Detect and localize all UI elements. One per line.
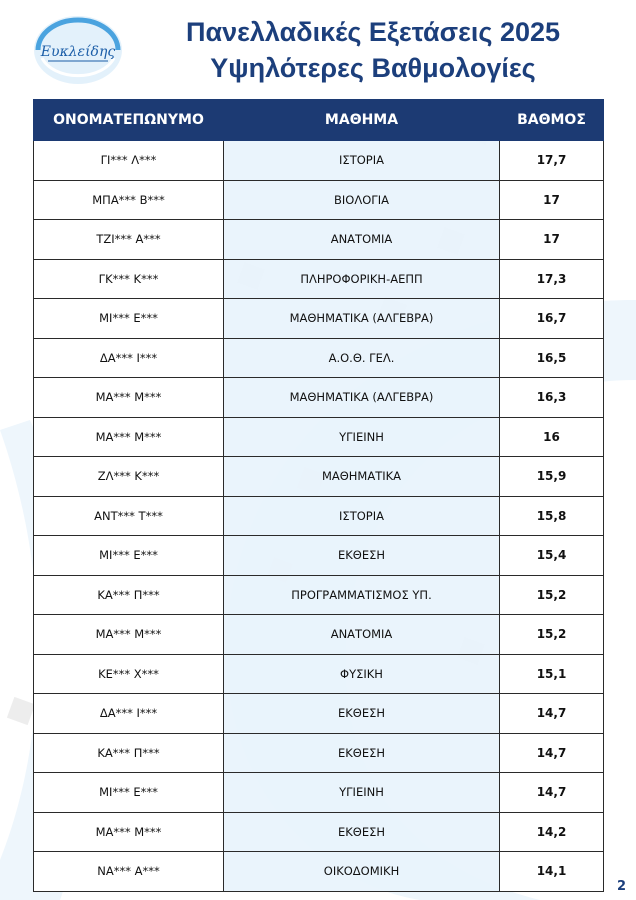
name-cell: ΜΙ*** Ε*** (34, 536, 224, 576)
name-cell: ΜΑ*** Μ*** (34, 812, 224, 852)
title-line-2: Υψηλότερες Βαθμολογίες (210, 53, 536, 83)
column-header-name: ΟΝΟΜΑΤΕΠΩΝΥΜΟ (34, 100, 224, 141)
table-row (34, 417, 604, 457)
subject-cell: ΕΚΘΕΣΗ (224, 694, 500, 734)
table-header-row (34, 100, 604, 141)
subject-cell: ΕΚΘΕΣΗ (224, 536, 500, 576)
name-cell: ΚΑ*** Π*** (34, 575, 224, 615)
grade-cell: 16,7 (500, 299, 604, 339)
subject-cell: ΕΚΘΕΣΗ (224, 733, 500, 773)
grade-cell: 14,7 (500, 773, 604, 813)
grade-cell: 15,8 (500, 496, 604, 536)
table-row (34, 220, 604, 260)
name-cell: ΜΑ*** Μ*** (34, 615, 224, 655)
table-row (34, 812, 604, 852)
grade-cell: 17,7 (500, 141, 604, 181)
table-row (34, 299, 604, 339)
grade-cell: 17 (500, 220, 604, 260)
table-row (34, 773, 604, 813)
name-cell: ΖΛ*** Κ*** (34, 457, 224, 497)
grade-cell: 14,2 (500, 812, 604, 852)
table-row (34, 378, 604, 418)
name-cell: ΤΖΙ*** Α*** (34, 220, 224, 260)
name-cell: ΜΙ*** Ε*** (34, 299, 224, 339)
name-cell: ΝΑ*** Α*** (34, 852, 224, 892)
results-table (33, 99, 604, 892)
subject-cell: ΟΙΚΟΔΟΜΙΚΗ (224, 852, 500, 892)
table-row (34, 536, 604, 576)
table-row (34, 259, 604, 299)
grade-cell: 15,9 (500, 457, 604, 497)
name-cell: ΜΙ*** Ε*** (34, 773, 224, 813)
subject-cell: ΑΝΑΤΟΜΙΑ (224, 615, 500, 655)
grade-cell: 15,2 (500, 615, 604, 655)
name-cell: ΔΑ*** Ι*** (34, 338, 224, 378)
name-cell: ΚΕ*** Χ*** (34, 654, 224, 694)
name-cell: ΔΑ*** Ι*** (34, 694, 224, 734)
subject-cell: ΜΑΘΗΜΑΤΙΚΑ (ΑΛΓΕΒΡΑ) (224, 378, 500, 418)
logo-text: Ευκλείδης (40, 44, 116, 60)
euclid-logo-icon (32, 14, 124, 86)
subject-cell: ΦΥΣΙΚΗ (224, 654, 500, 694)
table-row (34, 694, 604, 734)
table-row (34, 852, 604, 892)
grade-cell: 17,3 (500, 259, 604, 299)
grade-cell: 14,1 (500, 852, 604, 892)
subject-cell: Α.Ο.Θ. ΓΕΛ. (224, 338, 500, 378)
name-cell: ΜΑ*** Μ*** (34, 378, 224, 418)
table-row (34, 733, 604, 773)
subject-cell: ΥΓΙΕΙΝΗ (224, 773, 500, 813)
grade-cell: 15,4 (500, 536, 604, 576)
subject-cell: ΠΛΗΡΟΦΟΡΙΚΗ-ΑΕΠΠ (224, 259, 500, 299)
grade-cell: 15,1 (500, 654, 604, 694)
table-row (34, 457, 604, 497)
subject-cell: ΕΚΘΕΣΗ (224, 812, 500, 852)
table-row (34, 496, 604, 536)
grade-cell: 15,2 (500, 575, 604, 615)
grade-cell: 16,3 (500, 378, 604, 418)
subject-cell: ΥΓΙΕΙΝΗ (224, 417, 500, 457)
title-line-1: Πανελλαδικές Εξετάσεις 2025 (185, 17, 561, 47)
grade-cell: 14,7 (500, 733, 604, 773)
subject-cell: ΙΣΤΟΡΙΑ (224, 141, 500, 181)
table-row (34, 180, 604, 220)
table-row (34, 654, 604, 694)
name-cell: ΜΠΑ*** Β*** (34, 180, 224, 220)
subject-cell: ΜΑΘΗΜΑΤΙΚΑ (224, 457, 500, 497)
page-number: 2 (616, 879, 626, 894)
table-row (34, 141, 604, 181)
subject-cell: ΠΡΟΓΡΑΜΜΑΤΙΣΜΟΣ ΥΠ. (224, 575, 500, 615)
column-header-grade: ΒΑΘΜΟΣ (500, 100, 604, 141)
name-cell: ΑΝΤ*** Τ*** (34, 496, 224, 536)
subject-cell: ΑΝΑΤΟΜΙΑ (224, 220, 500, 260)
name-cell: ΜΑ*** Μ*** (34, 417, 224, 457)
table-row (34, 615, 604, 655)
grade-cell: 16 (500, 417, 604, 457)
name-cell: ΚΑ*** Π*** (34, 733, 224, 773)
column-header-subject: ΜΑΘΗΜΑ (224, 100, 500, 141)
subject-cell: ΙΣΤΟΡΙΑ (224, 496, 500, 536)
subject-cell: ΒΙΟΛΟΓΙΑ (224, 180, 500, 220)
table-row (34, 575, 604, 615)
grade-cell: 16,5 (500, 338, 604, 378)
grade-cell: 17 (500, 180, 604, 220)
name-cell: ΓΙ*** Λ*** (34, 141, 224, 181)
table-row (34, 338, 604, 378)
grade-cell: 14,7 (500, 694, 604, 734)
name-cell: ΓΚ*** Κ*** (34, 259, 224, 299)
page-title (130, 14, 616, 86)
subject-cell: ΜΑΘΗΜΑΤΙΚΑ (ΑΛΓΕΒΡΑ) (224, 299, 500, 339)
